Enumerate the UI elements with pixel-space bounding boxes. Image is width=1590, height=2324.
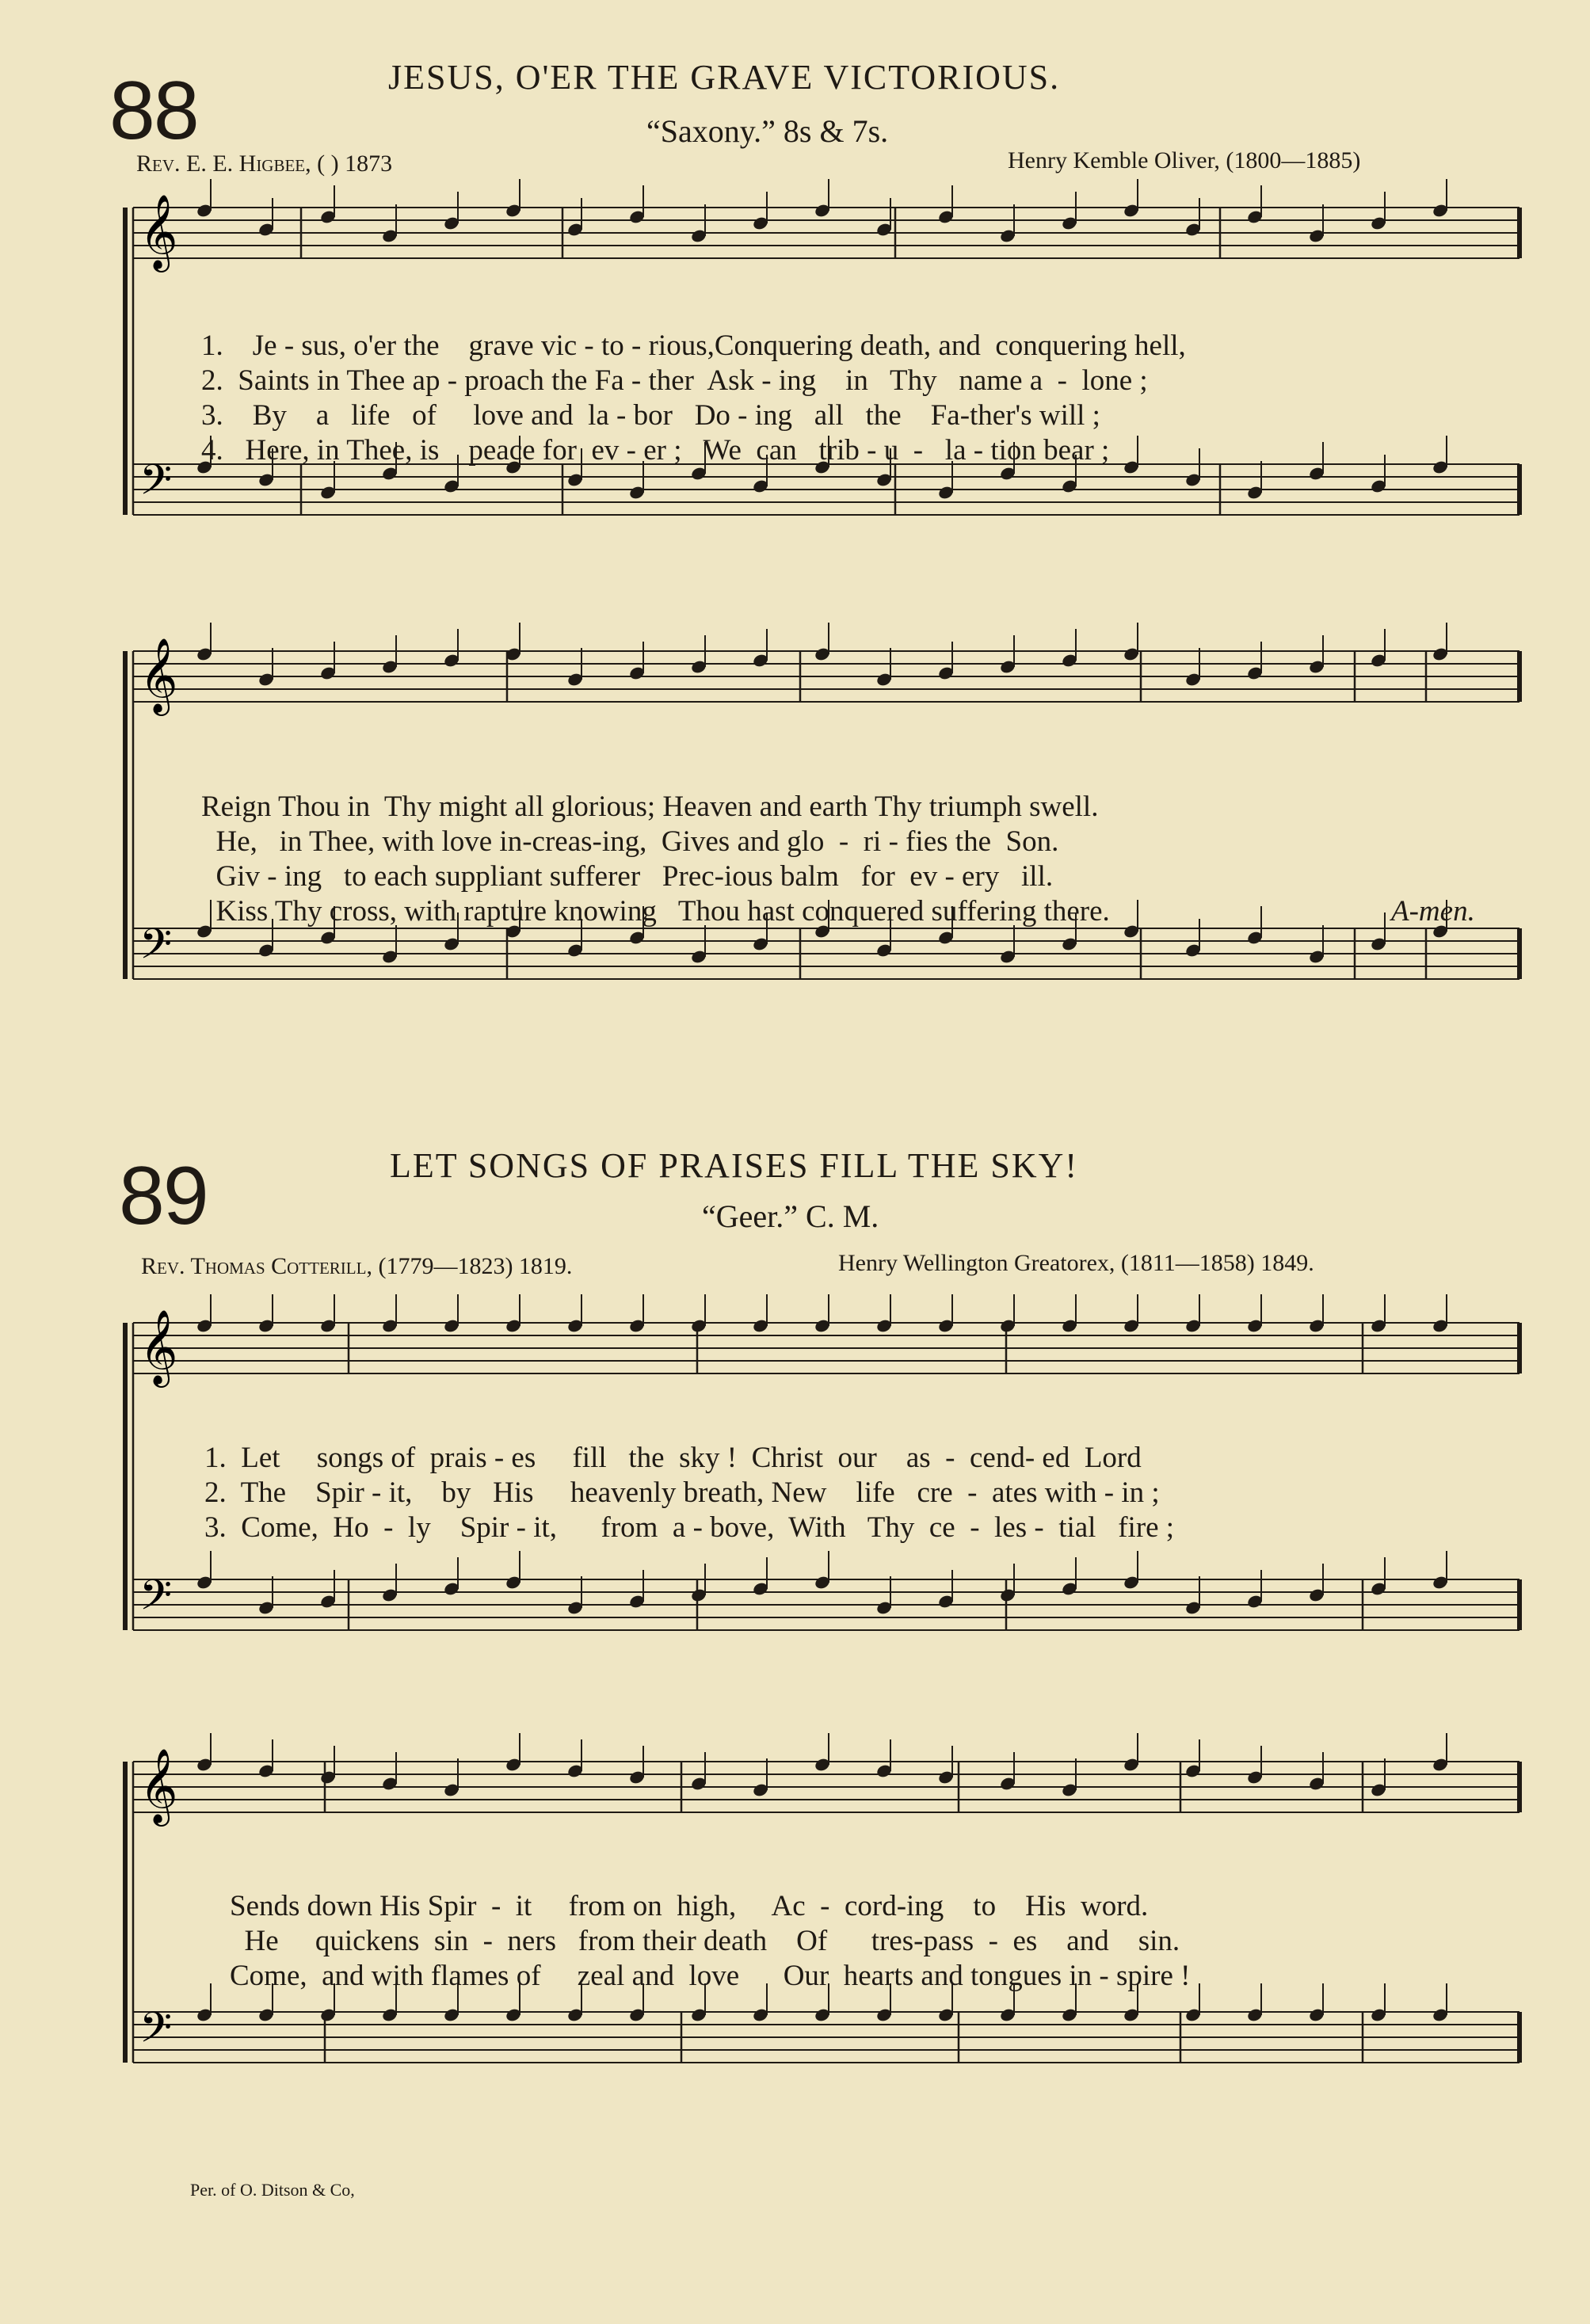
lyrics-verse-2: He quickens sin - ners from their death Of tres-pass - es and sin.	[230, 1925, 1180, 1957]
lyrics-verse-3: Come, and with flames of zeal and love Our hearts and tongues in - spire !	[230, 1960, 1191, 1992]
lyrics-verse-1: 1. Je - sus, o'er the grave vic - to - rious,Conquering death, and conquering hell,	[201, 330, 1186, 362]
lyrics-verse-3: 3. By a life of love and la - bor Do - ing all the Fa-ther's will ;	[201, 399, 1100, 432]
tune-name: “Saxony.” 8s & 7s.	[646, 113, 889, 149]
lyrics-verse-1: 1. Let songs of prais - es fill the sky ! Christ our as - cend- ed Lord	[204, 1442, 1142, 1474]
treble-clef: 𝄞	[139, 1309, 178, 1385]
composer-credit: Henry Kemble Oliver, (1800—1885)	[1008, 147, 1361, 173]
bass-clef: 𝄢	[139, 1572, 173, 1630]
lyrics-verse-1: Sends down His Spir - it from on high, Ac - cord-ing to His word.	[230, 1890, 1149, 1922]
composer-credit: Henry Wellington Greatorex, (1811—1858) 1849.	[838, 1250, 1314, 1276]
lyrics-verse-3: 3. Come, Ho - ly Spir - it, from a - bove, With Thy ce - les - tial fire ;	[204, 1511, 1175, 1544]
tune-name: “Geer.” C. M.	[702, 1198, 879, 1234]
author-credit: Rev. E. E. Higbee, ( ) 1873	[136, 150, 393, 177]
hymn-number: 89	[119, 1150, 208, 1242]
author-credit: Rev. Thomas Cotterill, (1779—1823) 1819.	[141, 1253, 573, 1279]
bass-clef: 𝄢	[139, 2004, 173, 2063]
lyrics-verse-1: Reign Thou in Thy might all glorious; Heaven and earth Thy triumph swell.	[201, 791, 1099, 823]
bass-clef: 𝄢	[139, 920, 173, 979]
treble-clef: 𝄞	[139, 194, 178, 269]
hymn-number: 88	[109, 65, 198, 157]
lyrics-verse-3: Giv - ing to each suppliant sufferer Prec-ious balm for ev - ery ill.	[201, 860, 1054, 893]
publisher-note: Per. of O. Ditson & Co,	[190, 2180, 355, 2200]
lyrics-verse-4: 4. Here, in Thee, is peace for ev - er ; We can trib - u - la - tion bear ;	[201, 434, 1110, 467]
treble-clef: 𝄞	[139, 1748, 178, 1823]
amen-label: A-men.	[1391, 895, 1475, 928]
treble-clef: 𝄞	[139, 638, 178, 713]
bass-clef: 𝄢	[139, 456, 173, 515]
hymn-title: JESUS, O'ER THE GRAVE VICTORIOUS.	[388, 58, 1061, 97]
lyrics-verse-2: 2. The Spir - it, by His heavenly breath, New life cre - ates with - in ;	[204, 1476, 1160, 1509]
lyrics-verse-2: 2. Saints in Thee ap - proach the Fa - ther Ask - ing in Thy name a - lone ;	[201, 364, 1148, 397]
hymn-title: LET SONGS OF PRAISES FILL THE SKY!	[390, 1146, 1079, 1185]
lyrics-verse-2: He, in Thee, with love in-creas-ing, Gives and glo - ri - fies the Son.	[201, 825, 1059, 858]
lyrics-verse-4: Kiss Thy cross, with rapture knowing Thou hast conquered suffering there.	[201, 895, 1110, 928]
